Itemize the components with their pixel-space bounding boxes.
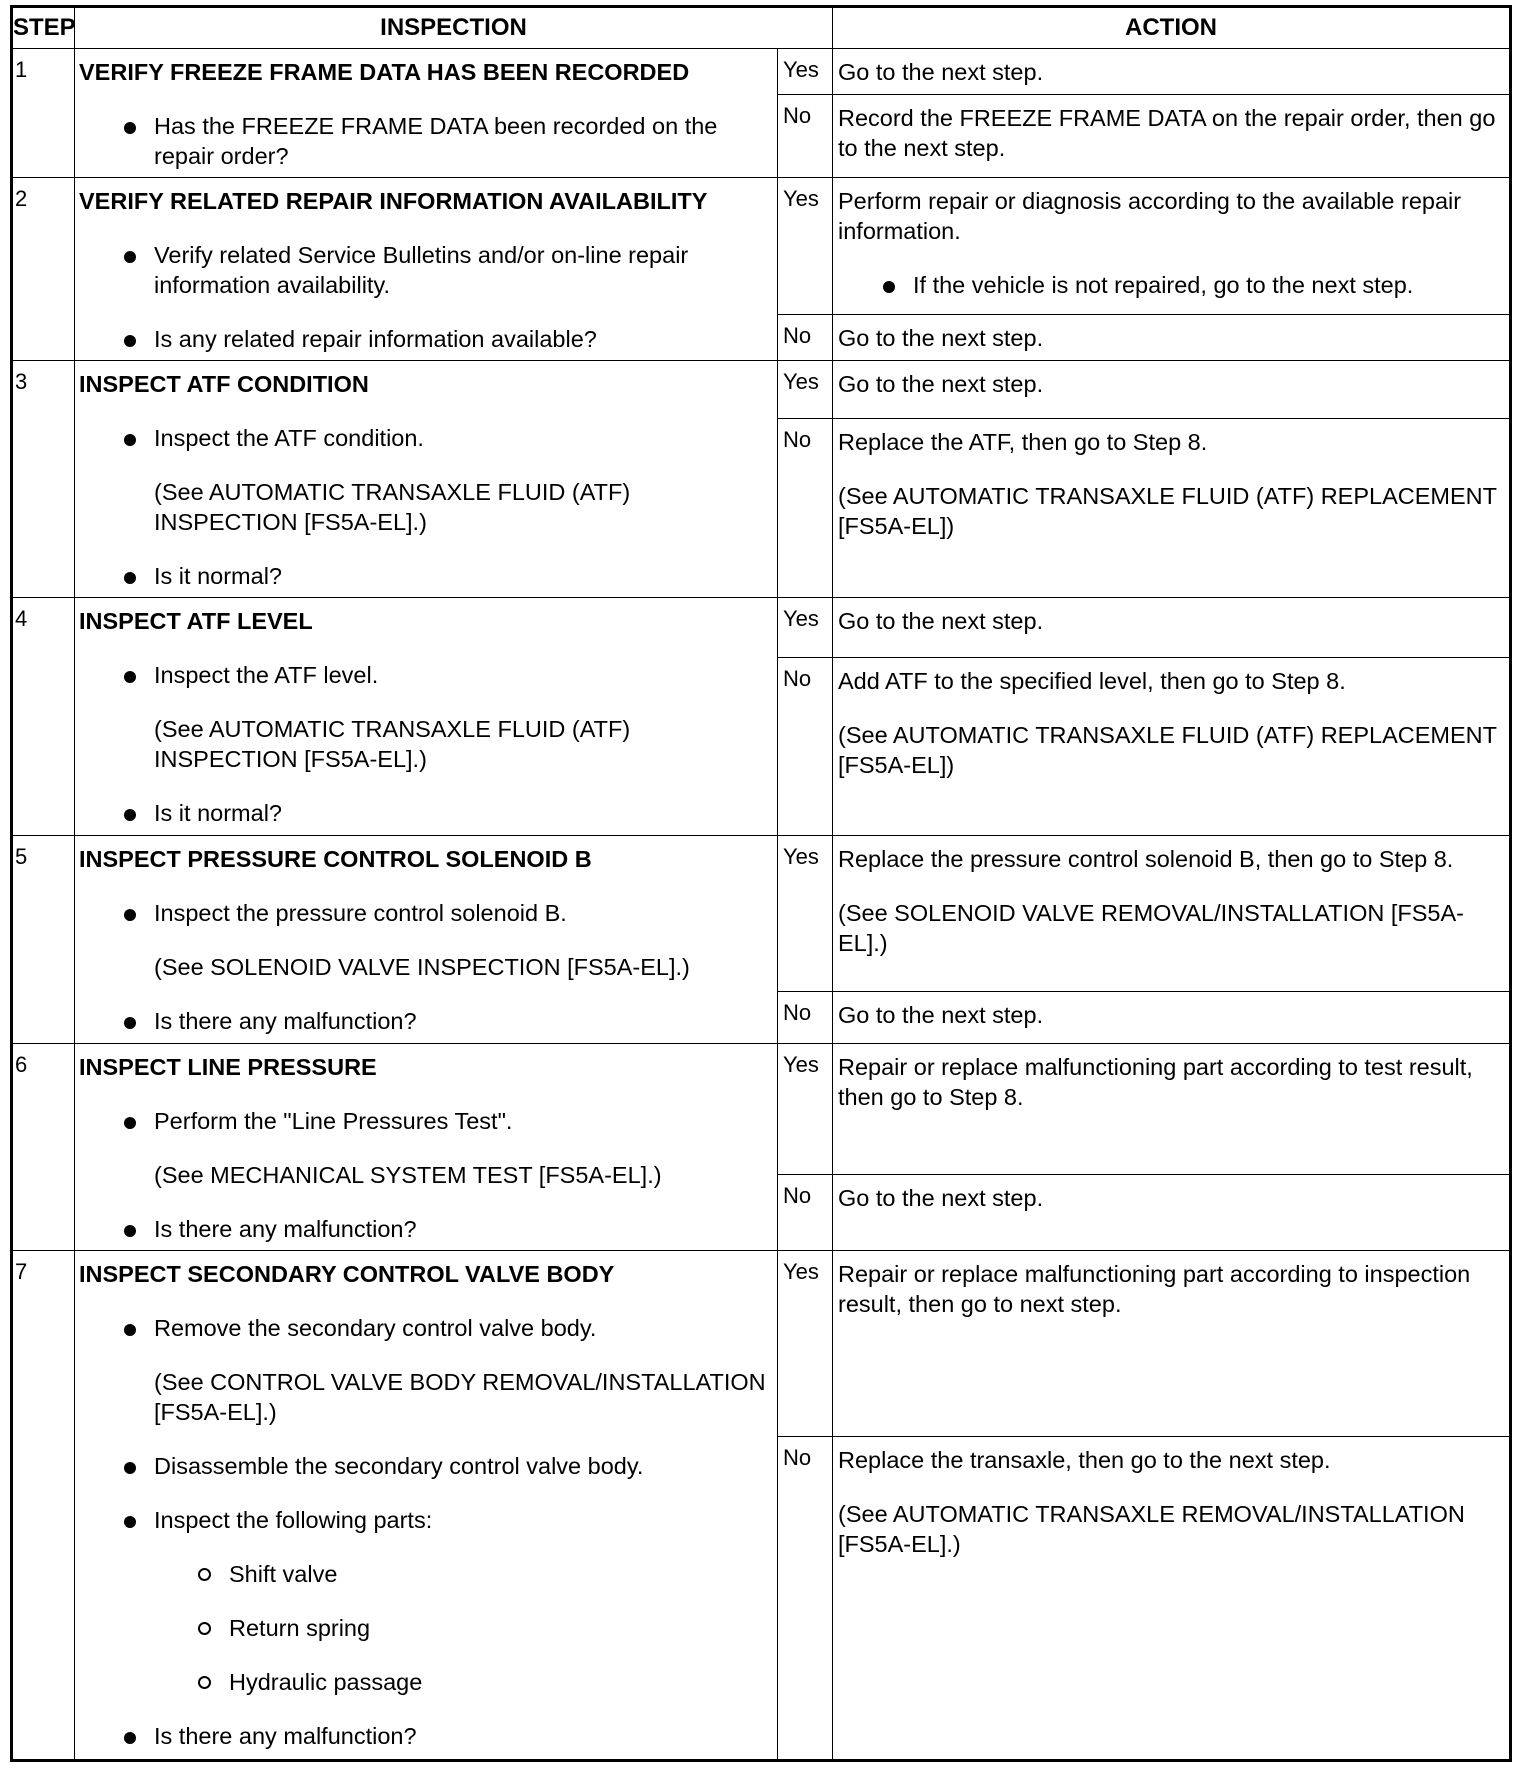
no-label: No [778, 1174, 833, 1250]
step-6-inspection [75, 1044, 778, 1251]
header-action: ACTION [833, 7, 1511, 49]
step-number: 4 [12, 598, 75, 836]
action-text: Go to the next step. [838, 371, 1044, 397]
no-label: No [778, 992, 833, 1044]
inspection-bullet: Inspect the pressure control solenoid B. [79, 898, 767, 928]
step-7-inspection [75, 1251, 778, 1761]
yes-action [833, 598, 1511, 658]
inspection-subitem: Hydraulic passage [79, 1667, 767, 1697]
inspection-question: Is there any malfunction? [79, 1006, 767, 1036]
diagnostic-table [10, 5, 1512, 1762]
inspection-reference: (See AUTOMATIC TRANSAXLE FLUID (ATF) INSPECTION [FS5A-EL].) [154, 716, 631, 772]
no-label: No [778, 658, 833, 836]
step-title: INSPECT SECONDARY CONTROL VALVE BODY [79, 1261, 615, 1287]
step-title: VERIFY FREEZE FRAME DATA HAS BEEN RECORDED [79, 59, 690, 85]
action-text: Repair or replace malfunctioning part according to test result, then go to Step 8. [838, 1054, 1473, 1110]
yes-action [833, 178, 1511, 315]
step-number: 1 [12, 49, 75, 178]
yes-label: Yes [778, 178, 833, 315]
no-action [833, 95, 1511, 178]
no-label: No [778, 419, 833, 598]
step-4-inspection [75, 598, 778, 836]
no-label: No [778, 314, 833, 360]
no-action [833, 314, 1511, 360]
inspection-question: Is there any malfunction? [79, 1721, 767, 1751]
action-text: Replace the pressure control solenoid B, then go to Step 8. [838, 846, 1454, 872]
no-action [833, 1437, 1511, 1761]
inspection-reference: (See AUTOMATIC TRANSAXLE FLUID (ATF) INSPECTION [FS5A-EL].) [154, 479, 631, 535]
inspection-bullet: Verify related Service Bulletins and/or on-line repair information availability. [79, 240, 767, 300]
step-title: INSPECT ATF LEVEL [79, 608, 313, 634]
step-number: 7 [12, 1251, 75, 1761]
step-title: INSPECT LINE PRESSURE [79, 1054, 377, 1080]
step-title: INSPECT ATF CONDITION [79, 371, 369, 397]
step-number: 2 [12, 178, 75, 361]
action-reference: (See SOLENOID VALVE REMOVAL/INSTALLATION [FS5A-EL].) [838, 900, 1464, 956]
no-label: No [778, 95, 833, 178]
yes-action [833, 361, 1511, 419]
action-text: Go to the next step. [838, 608, 1044, 634]
step-2-inspection [75, 178, 778, 361]
yes-action [833, 49, 1511, 95]
inspection-bullet: Inspect the ATF condition. [79, 423, 767, 453]
action-text: Add ATF to the specified level, then go to Step 8. [838, 668, 1346, 694]
yes-label: Yes [778, 836, 833, 992]
action-text: Go to the next step. [838, 1002, 1044, 1028]
step-number: 6 [12, 1044, 75, 1251]
inspection-bullet: Perform the "Line Pressures Test". [79, 1106, 767, 1136]
step-6-yes-row [12, 1044, 1511, 1175]
action-text: Replace the ATF, then go to Step 8. [838, 429, 1208, 456]
yes-label: Yes [778, 49, 833, 95]
action-bullet: If the vehicle is not repaired, go to the next step. [838, 270, 1503, 300]
step-2-yes-row [12, 178, 1511, 315]
action-reference: (See AUTOMATIC TRANSAXLE FLUID (ATF) REPLACEMENT [FS5A-EL]) [838, 722, 1497, 778]
header-row [12, 7, 1511, 49]
step-number: 5 [12, 836, 75, 1044]
inspection-bullet: Inspect the following parts: [79, 1505, 767, 1535]
inspection-question: Is it normal? [79, 561, 767, 591]
action-reference: (See AUTOMATIC TRANSAXLE FLUID (ATF) REPLACEMENT [FS5A-EL]) [838, 483, 1497, 540]
action-text: Go to the next step. [838, 59, 1044, 85]
action-reference: (See AUTOMATIC TRANSAXLE REMOVAL/INSTALLATION [FS5A-EL].) [838, 1501, 1465, 1557]
step-title: VERIFY RELATED REPAIR INFORMATION AVAILABILITY [79, 188, 708, 214]
yes-label: Yes [778, 1251, 833, 1437]
inspection-subitem: Shift valve [79, 1559, 767, 1589]
step-1-inspection [75, 49, 778, 178]
yes-action [833, 1044, 1511, 1175]
inspection-subitem: Return spring [79, 1613, 767, 1643]
inspection-bullet: Disassemble the secondary control valve body. [79, 1451, 767, 1481]
yes-label: Yes [778, 598, 833, 658]
step-5-yes-row [12, 836, 1511, 992]
header-step: STEP [12, 7, 75, 49]
step-7-yes-row [12, 1251, 1511, 1437]
step-1-yes-row [12, 49, 1511, 95]
no-action [833, 992, 1511, 1044]
yes-action [833, 836, 1511, 992]
header-inspection: INSPECTION [75, 7, 833, 49]
no-action [833, 658, 1511, 836]
no-action [833, 1174, 1511, 1250]
inspection-reference: (See SOLENOID VALVE INSPECTION [FS5A-EL].) [154, 954, 690, 980]
step-3-inspection [75, 361, 778, 598]
inspection-bullet: Inspect the ATF level. [79, 660, 767, 690]
no-label: No [778, 1437, 833, 1761]
inspection-bullet: Has the FREEZE FRAME DATA been recorded on the repair order? [79, 111, 767, 171]
action-text: Record the FREEZE FRAME DATA on the repair order, then go to the next step. [838, 105, 1496, 162]
step-title: INSPECT PRESSURE CONTROL SOLENOID B [79, 846, 592, 872]
inspection-question: Is there any malfunction? [79, 1214, 767, 1244]
yes-label: Yes [778, 361, 833, 419]
action-text: Replace the transaxle, then go to the next step. [838, 1447, 1331, 1473]
step-number: 3 [12, 361, 75, 598]
step-4-yes-row [12, 598, 1511, 658]
action-text: Go to the next step. [838, 1184, 1044, 1211]
action-text: Perform repair or diagnosis according to the available repair information. [838, 188, 1462, 244]
action-text: Go to the next step. [838, 324, 1044, 351]
step-3-yes-row [12, 361, 1511, 419]
inspection-question: Is it normal? [79, 798, 767, 828]
inspection-reference: (See MECHANICAL SYSTEM TEST [FS5A-EL].) [154, 1162, 662, 1188]
inspection-bullet: Remove the secondary control valve body. [79, 1313, 767, 1343]
inspection-bullet: Is any related repair information available? [79, 324, 767, 354]
yes-label: Yes [778, 1044, 833, 1175]
step-5-inspection [75, 836, 778, 1044]
action-text: Repair or replace malfunctioning part according to inspection result, then go to next step. [838, 1261, 1471, 1317]
yes-action [833, 1251, 1511, 1437]
inspection-reference: (See CONTROL VALVE BODY REMOVAL/INSTALLATION [FS5A-EL].) [154, 1369, 766, 1425]
no-action [833, 419, 1511, 598]
